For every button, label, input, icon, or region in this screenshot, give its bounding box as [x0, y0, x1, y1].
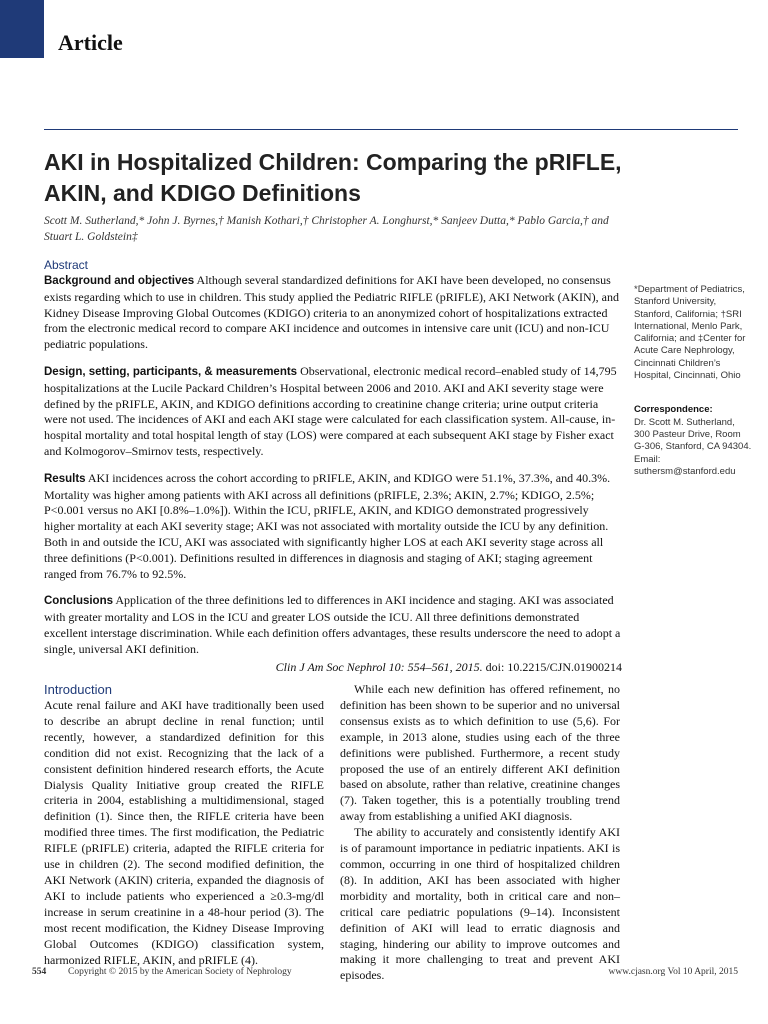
section-label: Article [58, 30, 123, 55]
citation-doi: doi: 10.2215/CJN.01900214 [485, 659, 622, 674]
citation-line [44, 660, 622, 676]
intro-paragraph-2: While each new definition has offered refinement, no definition has been shown to be superior and no universal consensus exists as to which definition to use (5,6). For example, in 2013 alone, studies using each of the three definitions were published. Furthermore, a recent study proposed the use of an entirely different AKI definition based on absolute, rather than relative, creatinine changes (7). Taken together, this is a potentially troubling trend away from establishing a unified AKI diagnosis. [340, 682, 620, 824]
journal-info: www.cjasn.org Vol 10 April, 2015 [608, 967, 738, 977]
intro-right-column [340, 682, 620, 984]
sidebar [634, 284, 752, 478]
intro-paragraph-3: The ability to accurately and consistently identify AKI is of paramount importance in pediatric inpatients. AKI is common, occurring in one third of hospitalized children (8). In addition, AKI has been associated with higher morbidity and mortality, both in critical care and non–critical care pediatric populations (9–14). Inconsistent definition of AKI will lead to erratic diagnosis and staging, hindering our ability to improve outcomes and making it more challenging to treat and prevent AKI episodes. [340, 825, 620, 983]
introduction-heading: Introduction [44, 682, 112, 697]
abstract-results [44, 471, 622, 583]
abstract-results-text: AKI incidences across the cohort according to pRIFLE, AKIN, and KDIGO were 51.1%, 37.3%, and 40.3%. Mortality was higher among patients with AKI across all definitions (pRIFLE, 2.3%; AKIN, 2.7%; KDIGO, 2.5%; P<0.001 versus no AKI [0.8%–1.0%]). Within the ICU, pRIFLE, AKIN, and KDIGO demonstrated progressively higher mortality at each AKI severity stage; AKI was not associated with mortality outside the ICU by any definition. Both in and outside the ICU, AKI was associated with significantly higher LOS at each AKI severity stage across all three definitions (P<0.001). Definitions resulted in differences in diagnosis and staging of AKI; staging agreement ranged from 76.7% to 92.5%. [44, 470, 611, 581]
correspondence-text: Dr. Scott M. Sutherland, 300 Pasteur Drive, Room G-306, Stanford, CA 94304. Email: suthersm@stanford.edu [634, 416, 752, 477]
abstract-body [44, 273, 622, 686]
author-list: Scott M. Sutherland,* John J. Byrnes,† Manish Kothari,† Christopher A. Longhurst,* Sanjeev Dutta,* Pablo Garcia,† and Stuart L. Goldstein‡ [44, 215, 609, 243]
section-color-tab [0, 0, 44, 58]
abstract-heading: Abstract [44, 258, 89, 272]
citation-journal: Clin J Am Soc Nephrol 10: 554–561, 2015. [275, 659, 483, 674]
intro-paragraph-1: Acute renal failure and AKI have traditionally been used to describe an abrupt decline in renal function; until recently, however, a standardized definition for this condition did not exist. Recognizing that the lack of a consistent definition hindered research efforts, the Acute Dialysis Quality Initiative group created the RIFLE criteria in 2004, establishing a multidimensional, staged definition (1). Since then, the RIFLE criteria have been modified three times. The first modification, the Pediatric RIFLE (pRIFLE) criteria, adapted the RIFLE criteria for use in children (2). The second modified definition, the AKI Network (AKIN) criteria, expanded the diagnosis of AKI to include patients who experienced a ≥0.3-mg/dl increase in serum creatinine in a 48-hour period (3). The most recent modification, the Kidney Disease Improving Global Outcomes (KDIGO) classification system, harmonized RIFLE, AKIN, and pRIFLE (4). [44, 698, 324, 967]
abstract-background-text: Although several standardized definitions for AKI have been developed, no consensus exists regarding which to use in children. This study applied the Pediatric RIFLE (pRIFLE), AKI Network (AKIN), and Kidney Disease Improving Global Outcomes (KDIGO) criteria to an anonymized cohort of hospitalizations extracted from the electronic medical record to compare AKI incidence and outcomes in intensive care unit (ICU) and non-ICU pediatric populations. [44, 273, 619, 352]
abstract-design [44, 364, 622, 460]
article-title: AKI in Hospitalized Children: Comparing the pRIFLE, AKIN, and KDIGO Definitions [44, 149, 622, 206]
intro-left-column [44, 682, 324, 968]
correspondence-heading: Correspondence: [634, 404, 713, 416]
abstract-conclusions [44, 593, 622, 657]
abstract-background [44, 273, 622, 353]
abstract-background-label: Background and objectives [44, 275, 195, 287]
affiliations: *Department of Pediatrics, Stanford University, Stanford, California; †SRI International, Menlo Park, California; and ‡Center for Acute Care Nephrology, Cincinnati Children’s Hospital, Cincinnati, Ohio [634, 284, 746, 382]
copyright: Copyright © 2015 by the American Society of Nephrology [68, 967, 292, 977]
abstract-design-label: Design, setting, participants, & measurements [44, 365, 298, 378]
header-rule [44, 129, 738, 130]
abstract-conclusions-text: Application of the three definitions led to differences in AKI incidence and staging. AKI was associated with greater mortality and LOS in the ICU and greater LOS outside the ICU. All three definitions demonstrated excellent interstage discrimination. While each definition offers advantages, these results underscore the need to adopt a single, universal AKI definition. [44, 593, 621, 656]
abstract-results-label: Results [44, 472, 86, 485]
abstract-conclusions-label: Conclusions [44, 595, 114, 608]
page-number: 554 [32, 967, 47, 977]
abstract-design-text: Observational, electronic medical record–enabled study of 14,795 hospitalizations at the Lucile Packard Children’s Hospital between 2006 and 2010. AKI and AKI severity stage were defined by the pRIFLE, AKIN, and KDIGO definitions according to creatinine change criteria; urine output criteria were not used. The incidences of AKI and each AKI stage were calculated for each classification system. All-cause, in-hospital mortality and total hospital length of stay (LOS) were compared at each subsequent AKI stage by Fisher exact and Kolmogorov–Smirnov tests, respectively. [44, 363, 617, 458]
